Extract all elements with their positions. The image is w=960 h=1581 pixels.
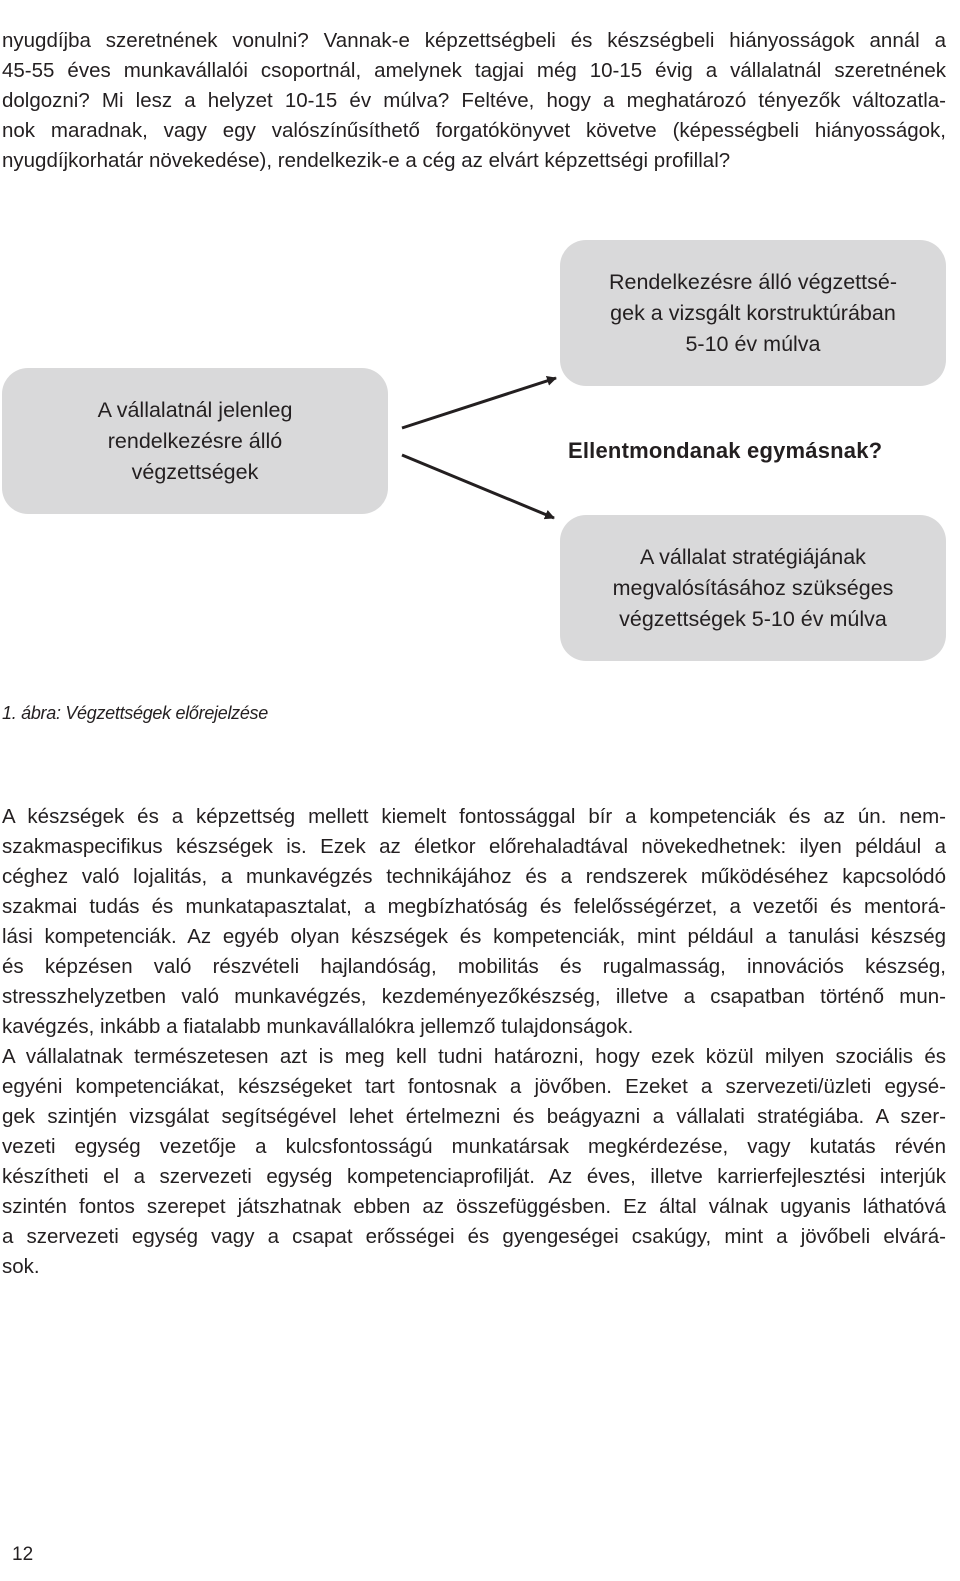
text-line: A készségek és a képzettség mellett kiemelt fontossággal bír a kompetenciák és az ún. nem- — [2, 805, 946, 828]
text-line: stresszhelyzetben való munkavégzés, kezdeményezőkészség, illetve a csapatban történő mun- — [2, 985, 946, 1008]
box-line: Rendelkezésre álló végzettsé- — [608, 269, 897, 294]
box-line: végzettségek — [131, 459, 259, 484]
body-paragraph — [2, 802, 946, 1282]
text-line: szintén fontos szerepet játszhatnak ebben az összefüggésben. Ez által válnak ugyanis láthatóvá — [2, 1195, 946, 1218]
text-line: nyugdíjkorhatár növekedése), rendelkezik-e a cég az elvárt képzettségi profillal? — [2, 149, 731, 172]
arrow-down-icon — [402, 455, 554, 518]
diagram-arrows — [0, 0, 960, 700]
box-line: A vállalatnál jelenleg — [97, 397, 293, 422]
text-line: nyugdíjba szeretnének vonulni? Vannak-e képzettségbeli és készségbeli hiányosságok annál a — [2, 29, 946, 52]
text-line: és képzésen való részvételi hajlandóság, mobilitás és rugalmasság, innovációs készség, — [2, 955, 946, 978]
text-line: szakmai tudás és munkatapasztalat, a megbízhatóság és felelősségérzet, a vezetői és mentorá- — [2, 895, 946, 918]
box-line: végzettségek 5-10 év múlva — [619, 606, 887, 631]
text-line: kavégzés, inkább a fiatalabb munkavállalókra jellemző tulajdonságok. — [2, 1015, 634, 1038]
text-line: vezeti egység vezetője a kulcsfontosságú munkatársak megkérdezése, vagy kutatás révén — [2, 1135, 946, 1158]
text-line: nok maradnak, vagy egy valószínűsíthető forgatókönyvet követve (képességbeli hiányosságok, — [2, 119, 946, 142]
box-line: megvalósításához szükséges — [612, 575, 894, 600]
figure-caption: 1. ábra: Végzettségek előrejelzése — [2, 703, 268, 723]
arrow-up-icon — [402, 378, 556, 428]
box-line: A vállalat stratégiájának — [640, 544, 866, 569]
text-line: céghez való lojalitás, a munkavégzés technikájához és a rendszerek működéséhez kapcsolódó — [2, 865, 946, 888]
box-line: rendelkezésre álló — [107, 428, 283, 453]
text-line: sok. — [2, 1255, 40, 1278]
box-line: gek a vizsgált korstruktúrában — [610, 300, 896, 325]
text-line: szakmaspecifikus készségek is. Ezek az életkor előrehaladtával növekedhetnek: ilyen például a — [2, 835, 946, 858]
text-line: A vállalatnak természetesen azt is meg kell tudni határozni, hogy ezek közül milyen szociális és — [2, 1045, 946, 1068]
diagram-question: Ellentmondanak egymásnak? — [568, 438, 883, 463]
text-line: egyéni kompetenciákat, készségeket tart fontosnak a jövőben. Ezeket a szervezeti/üzleti egysé- — [2, 1075, 946, 1098]
text-line: a szervezeti egység vagy a csapat erősségei és gyengeségei csakúgy, mint a jövőbeli elvárá- — [2, 1225, 946, 1248]
text-line: 45-55 éves munkavállalói csoportnál, amelynek tagjai még 10-15 évig a vállalatnál szeretnének — [2, 59, 946, 82]
text-line: gek szintjén vizsgálat segítségével lehet értelmezni és beágyazni a vállalati stratégiába. A szer- — [2, 1105, 946, 1128]
box-line: 5-10 év múlva — [685, 331, 821, 356]
text-line: készítheti el a szervezeti egység kompetenciaprofilját. Az éves, illetve karrierfejlesztési interjúk — [2, 1165, 946, 1188]
text-line: dolgozni? Mi lesz a helyzet 10-15 év múlva? Feltéve, hogy a meghatározó tényezők változatla- — [2, 89, 946, 112]
page-number: 12 — [12, 1544, 34, 1565]
text-line: lási kompetenciák. Az egyéb olyan készségek és kompetenciák, mint például a tanulási készség — [2, 925, 946, 948]
